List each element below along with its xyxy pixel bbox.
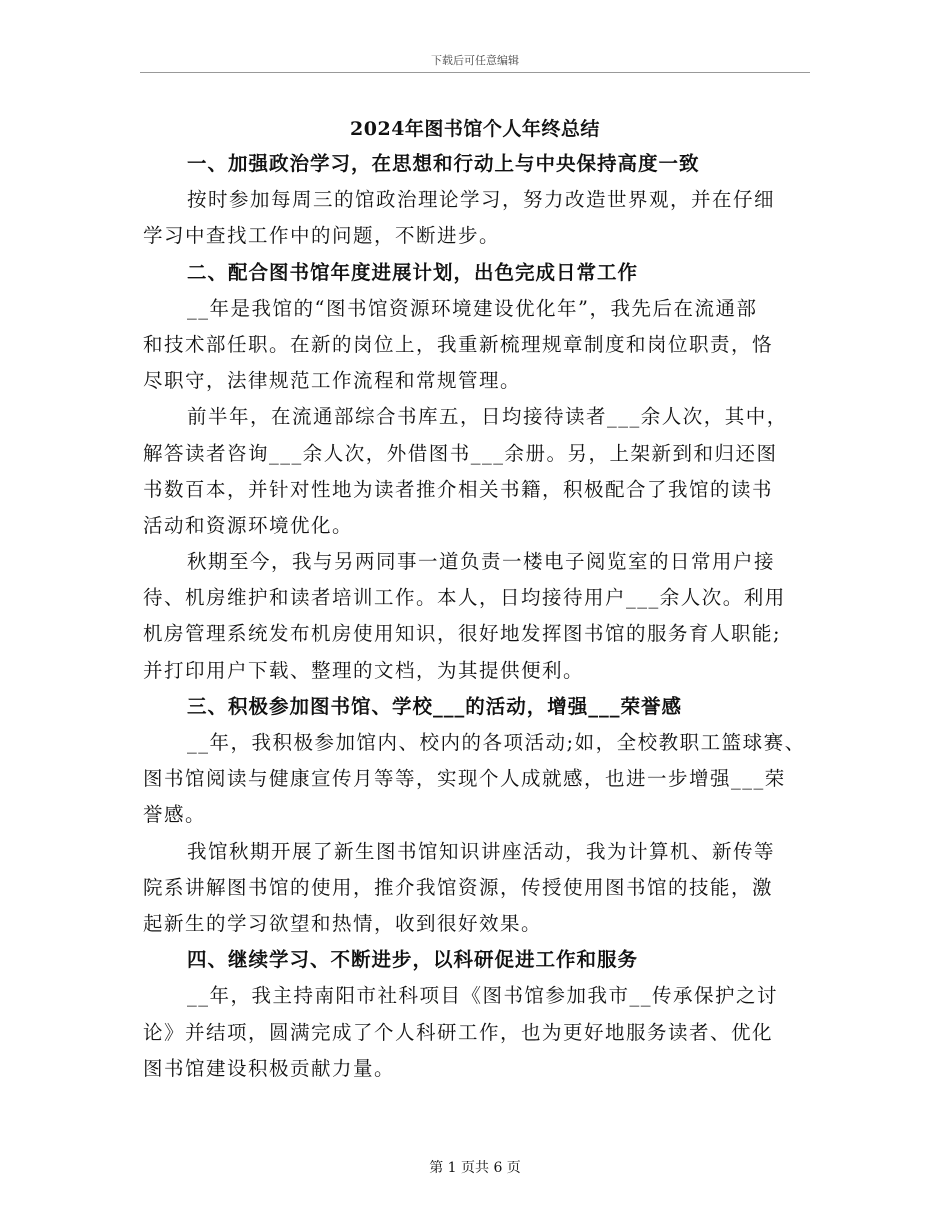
paragraph-line: 解答读者咨询___余人次，外借图书___余册。另，上架新到和归还图 [143, 441, 778, 465]
paragraph-line: 并打印用户下载、整理的文档，为其提供便利。 [143, 658, 585, 682]
section-heading: 二、配合图书馆年度进展计划，出色完成日常工作 [187, 260, 639, 284]
paragraph-line: 图书馆阅读与健康宣传月等等，实现个人成就感，也进一步增强___荣 [143, 767, 786, 791]
paragraph-first-line: 按时参加每周三的馆政治理论学习，努力改造世界观，并在仔细 [187, 188, 776, 212]
paragraph-line: 起新生的学习欲望和热情，收到很好效果。 [143, 911, 543, 935]
section-heading: 一、加强政治学习，在思想和行动上与中央保持高度一致 [187, 152, 700, 175]
paragraph-first-line: __年是我馆的“图书馆资源环境建设优化年”，我先后在流通部 [187, 296, 758, 320]
header-divider [140, 72, 810, 73]
paragraph-line: 尽职守，法律规范工作流程和常规管理。 [143, 369, 522, 393]
paragraph-first-line: 我馆秋期开展了新生图书馆知识讲座活动，我为计算机、新传等 [187, 839, 776, 863]
paragraph-line: 书数百本，并针对性地为读者推介相关书籍，积极配合了我馆的读书 [143, 477, 774, 501]
paragraph-first-line: __年，我主持南阳市社科项目《图书馆参加我市__传承保护之讨 [187, 984, 779, 1008]
paragraph-first-line: __年，我积极参加馆内、校内的各项活动;如，全校教职工篮球赛、 [187, 731, 806, 754]
paragraph-line: 待、机房维护和读者培训工作。本人，日均接待用户___余人次。利用 [143, 586, 786, 610]
paragraph-first-line: 秋期至今，我与另两同事一道负责一楼电子阅览室的日常用户接 [187, 550, 776, 574]
paragraph-line: 学习中查找工作中的问题，不断进步。 [143, 224, 501, 248]
paragraph-line: 活动和资源环境优化。 [143, 513, 354, 537]
paragraph-line: 院系讲解图书馆的使用，推介我馆资源，传授使用图书馆的技能，激 [143, 875, 774, 899]
section-heading: 四、继续学习、不断进步，以科研促进工作和服务 [187, 948, 639, 972]
page-title: 2024年图书馆个人年终总结 [350, 118, 600, 140]
section-heading: 三、积极参加图书馆、学校___的活动，增强___荣誉感 [187, 694, 683, 718]
paragraph-line: 和技术部任职。在新的岗位上，我重新梳理规章制度和岗位职责，恪 [143, 332, 774, 356]
paragraph-line: 论》并结项，圆满完成了个人科研工作，也为更好地服务读者、优化 [143, 1020, 774, 1044]
paragraph-line: 图书馆建设积极贡献力量。 [143, 1056, 396, 1080]
page-number: 第 1 页共 6 页 [429, 1160, 521, 1176]
header-note: 下载后可任意编辑 [431, 54, 519, 67]
document-body [143, 146, 833, 1087]
paragraph-line: 誉感。 [143, 803, 207, 827]
paragraph-line: 机房管理系统发布机房使用知识，很好地发挥图书馆的服务育人职能; [143, 622, 782, 646]
paragraph-first-line: 前半年，在流通部综合书库五，日均接待读者___余人次，其中， [187, 405, 788, 429]
